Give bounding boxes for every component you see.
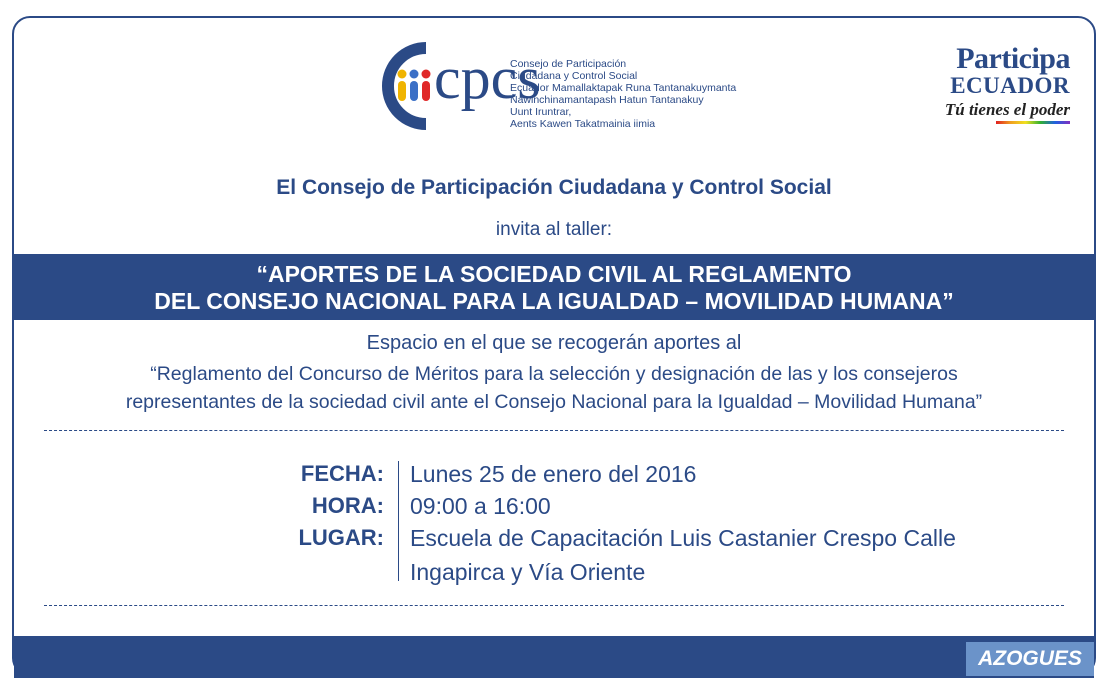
place-value-1: Escuela de Capacitación Luis Castanier Crespo Calle [410,525,956,551]
date-label: FECHA: [300,461,384,486]
organization-title: El Consejo de Participación Ciudadana y Control Social [276,176,832,199]
description-intro: Espacio en el que se recogerán aportes al [366,332,742,354]
cpcs-line-2: Ciudadana y Control Social [510,70,638,82]
logo-letters: cpcs [434,45,541,111]
rainbow-stripe [996,121,1070,124]
cpcs-line-5: Uunt Iruntrar, [510,106,572,118]
regulation-line-2: representantes de la sociedad civil ante el Consejo Nacional para la Igualdad – Movilidad Humana” [125,391,983,413]
city-tag: AZOGUES [966,642,1094,676]
time-value: 09:00 a 16:00 [410,493,551,519]
divider-top [44,430,1064,431]
place-label: LUGAR: [298,525,384,550]
footer-bar [14,636,1094,678]
participa-word: Participa [956,42,1070,75]
cpcs-name-block [510,58,736,130]
cpcs-line-4: Ñawinchinamantapash Hatun Tantanakuy [510,94,704,106]
regulation-title [14,360,1094,416]
place-value-2: Ingapirca y Vía Oriente [410,559,646,585]
invitation-card [12,16,1096,676]
invites-text: invita al taller: [495,219,613,240]
cpcs-line-6: Aents Kawen Takatmainia iimia [510,118,656,130]
banner-line-2: DEL CONSEJO NACIONAL PARA LA IGUALDAD – MOVILIDAD HUMANA” [154,288,954,314]
cpcs-line-1: Consejo de Participación [510,58,627,70]
divider-bottom [44,605,1064,606]
tagline: Tú tienes el poder [944,100,1070,119]
banner-line-1: “APORTES DE LA SOCIEDAD CIVIL AL REGLAMENTO [256,261,852,287]
workshop-title-banner [14,254,1094,320]
time-label: HORA: [311,493,384,518]
ecuador-word: ECUADOR [950,73,1070,98]
participa-ecuador-logo [945,44,1070,124]
details-separator [398,461,399,581]
regulation-line-1: “Reglamento del Concurso de Méritos para la selección y designación de las y los consejeros [150,363,958,385]
cpcs-line-3: Ecuador Mamallaktapak Runa Tantanakuymanta [510,82,737,94]
date-value: Lunes 25 de enero del 2016 [410,461,697,487]
